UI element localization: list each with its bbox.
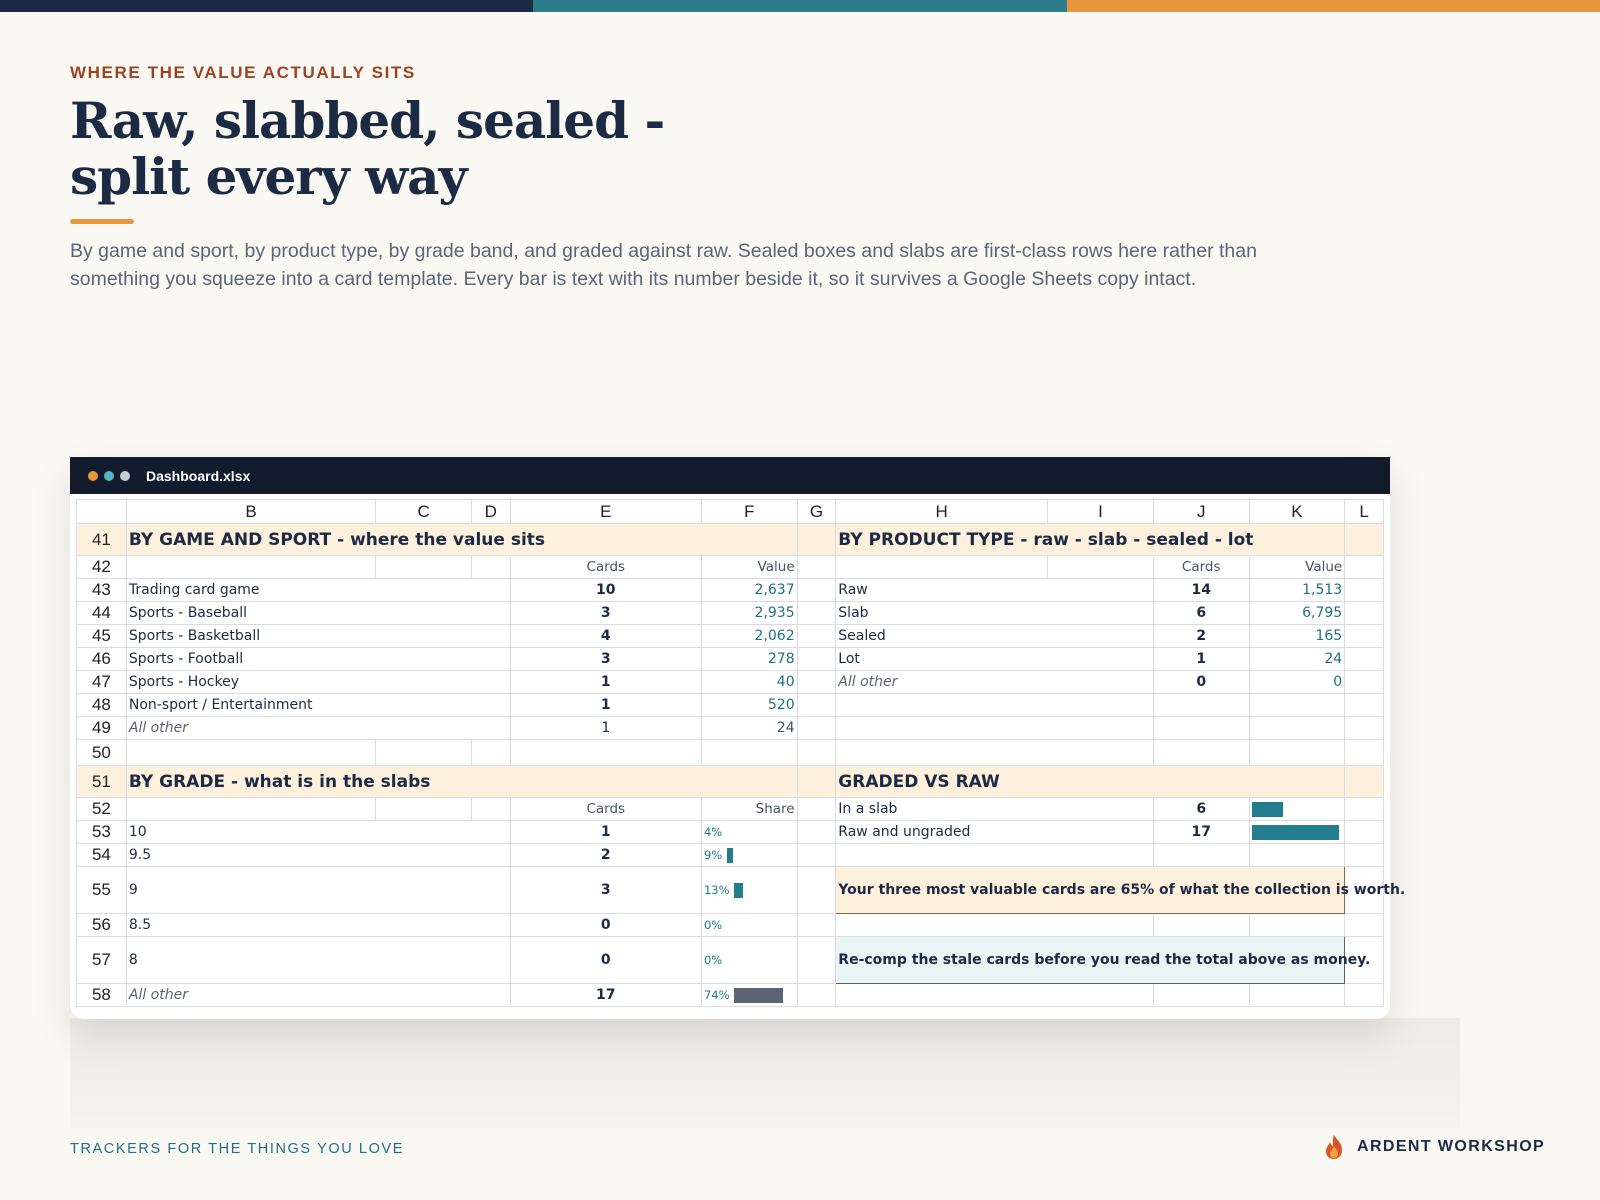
cell[interactable] (1249, 844, 1345, 867)
game-cards[interactable]: 10 (510, 579, 701, 602)
table-row (77, 694, 1384, 717)
product-value[interactable]: 1,513 (1249, 579, 1345, 602)
window-shadow-area (70, 1018, 1460, 1128)
cell[interactable] (471, 798, 510, 821)
window-title: Dashboard.xlsx (146, 467, 251, 484)
row-number[interactable]: 58 (77, 984, 127, 1007)
cell[interactable] (471, 556, 510, 579)
grade-cards[interactable]: 17 (510, 984, 701, 1007)
section-title-graded-vs-raw[interactable]: GRADED VS RAW (836, 766, 1345, 798)
product-value[interactable]: 0 (1249, 671, 1345, 694)
cell[interactable] (797, 556, 836, 579)
grade-share-text: 4% (703, 825, 723, 839)
cell[interactable] (1249, 717, 1345, 740)
cell[interactable] (797, 984, 836, 1007)
product-cards[interactable]: 14 (1153, 579, 1249, 602)
cell[interactable] (836, 556, 1048, 579)
product-cards[interactable]: 6 (1153, 602, 1249, 625)
gvr-bar (1252, 802, 1283, 817)
table-row (77, 984, 1384, 1007)
cell[interactable] (1345, 844, 1384, 867)
table-row (77, 579, 1384, 602)
cell[interactable] (1249, 694, 1345, 717)
grade-cards[interactable]: 0 (510, 914, 701, 937)
product-value[interactable]: 6,795 (1249, 602, 1345, 625)
cell[interactable] (1345, 798, 1384, 821)
cell[interactable] (797, 694, 836, 717)
col-header-b[interactable]: B (126, 500, 375, 524)
col-header-j[interactable]: J (1153, 500, 1249, 524)
spreadsheet-grid[interactable] (76, 499, 1406, 1007)
row-number[interactable]: 53 (77, 821, 127, 844)
section-title-game[interactable]: BY GAME AND SPORT - where the value sits (126, 524, 797, 556)
cell[interactable] (797, 914, 836, 937)
row-number[interactable]: 41 (77, 524, 127, 556)
callout-top-three[interactable]: Your three most valuable cards are 65% of what the collection is worth. (836, 867, 1345, 914)
game-value[interactable]: 40 (701, 671, 797, 694)
grade-share-cell[interactable] (701, 844, 797, 867)
callout-recomp[interactable]: Re-comp the stale cards before you read the total above as money. (836, 937, 1345, 984)
section-title-product[interactable]: BY PRODUCT TYPE - raw - slab - sealed - lot (836, 524, 1345, 556)
gvr-bar-cell[interactable] (1249, 821, 1345, 844)
cell[interactable] (126, 556, 375, 579)
game-label[interactable]: Sports - Baseball (126, 602, 510, 625)
cell[interactable] (376, 798, 472, 821)
cell[interactable] (797, 671, 836, 694)
cell[interactable] (797, 648, 836, 671)
cell[interactable] (1345, 524, 1384, 556)
title-line-1: Raw, slabbed, sealed - (70, 91, 665, 150)
grade-share-cell[interactable] (701, 867, 797, 914)
row-number[interactable]: 43 (77, 579, 127, 602)
table-row (77, 556, 1384, 579)
cell[interactable] (836, 694, 1154, 717)
cell[interactable] (1345, 694, 1384, 717)
table-row (77, 821, 1384, 844)
game-value-header[interactable]: Value (701, 556, 797, 579)
flame-logo-icon (1323, 1134, 1345, 1160)
game-cards[interactable]: 1 (510, 671, 701, 694)
cell[interactable] (1153, 740, 1249, 766)
grade-share-text: 74% (703, 988, 730, 1002)
grade-label[interactable]: 8.5 (126, 914, 510, 937)
game-label[interactable]: Non-sport / Entertainment (126, 694, 510, 717)
cell[interactable] (376, 556, 472, 579)
grade-label[interactable]: 10 (126, 821, 510, 844)
cell[interactable] (836, 984, 1154, 1007)
cell[interactable] (797, 740, 836, 766)
row-number[interactable]: 54 (77, 844, 127, 867)
game-value[interactable]: 520 (701, 694, 797, 717)
row-number[interactable]: 51 (77, 766, 127, 798)
gvr-bar-cell[interactable] (1249, 798, 1345, 821)
cell[interactable] (1345, 766, 1384, 798)
row-number[interactable]: 49 (77, 717, 127, 740)
product-label[interactable]: Sealed (836, 625, 1154, 648)
brand-lockup[interactable] (1323, 1134, 1545, 1160)
cell[interactable] (797, 717, 836, 740)
game-value[interactable]: 2,637 (701, 579, 797, 602)
cell[interactable] (797, 867, 836, 914)
cell[interactable] (1345, 984, 1384, 1007)
page-title (70, 93, 770, 205)
cell[interactable] (797, 798, 836, 821)
title-underline (70, 219, 134, 224)
grade-share-bar (734, 988, 783, 1003)
cell[interactable] (1345, 556, 1384, 579)
table-row (77, 671, 1384, 694)
eyebrow: WHERE THE VALUE ACTUALLY SITS (70, 63, 416, 82)
game-value[interactable]: 2,935 (701, 602, 797, 625)
table-row (77, 914, 1384, 937)
col-header-l[interactable]: L (1345, 500, 1384, 524)
cell[interactable] (836, 717, 1154, 740)
col-header-c[interactable]: C (376, 500, 472, 524)
cell[interactable] (1153, 844, 1249, 867)
row-number[interactable]: 57 (77, 937, 127, 984)
grade-cards[interactable]: 3 (510, 867, 701, 914)
game-label[interactable]: All other (126, 717, 510, 740)
cell[interactable] (836, 844, 1154, 867)
window-dot-orange-icon[interactable] (88, 471, 98, 481)
cell[interactable] (1345, 671, 1384, 694)
table-row (77, 602, 1384, 625)
cell[interactable] (836, 740, 1154, 766)
table-row (77, 524, 1384, 556)
cell[interactable] (797, 937, 836, 984)
grade-cards[interactable]: 0 (510, 937, 701, 984)
col-header-h[interactable]: H (836, 500, 1048, 524)
cell[interactable] (1153, 694, 1249, 717)
window-titlebar (70, 457, 1390, 494)
cell[interactable] (1345, 648, 1384, 671)
row-number[interactable]: 46 (77, 648, 127, 671)
cell[interactable] (1345, 625, 1384, 648)
row-number[interactable]: 42 (77, 556, 127, 579)
cell[interactable] (126, 740, 375, 766)
footer-tagline: TRACKERS FOR THE THINGS YOU LOVE (70, 1141, 405, 1157)
row-number[interactable]: 44 (77, 602, 127, 625)
game-cards[interactable]: 1 (510, 717, 701, 740)
row-number[interactable]: 56 (77, 914, 127, 937)
cell[interactable] (510, 740, 701, 766)
product-label[interactable]: Slab (836, 602, 1154, 625)
grade-share-header[interactable]: Share (701, 798, 797, 821)
col-header-g[interactable]: G (797, 500, 836, 524)
product-value[interactable]: 24 (1249, 648, 1345, 671)
game-cards-header[interactable]: Cards (510, 556, 701, 579)
cell[interactable] (797, 766, 836, 798)
grade-share-cell[interactable] (701, 984, 797, 1007)
spreadsheet-window (70, 457, 1406, 1019)
cell[interactable] (1345, 914, 1384, 937)
grade-share-text: 13% (703, 883, 730, 897)
grade-share-bar (734, 883, 743, 898)
cell[interactable] (1345, 717, 1384, 740)
grade-label[interactable]: 9.5 (126, 844, 510, 867)
grade-label[interactable]: 9 (126, 867, 510, 914)
cell[interactable] (797, 625, 836, 648)
grade-cards[interactable]: 2 (510, 844, 701, 867)
row-number[interactable]: 48 (77, 694, 127, 717)
cell[interactable] (797, 821, 836, 844)
cell[interactable] (701, 740, 797, 766)
grade-share-bar (727, 848, 733, 863)
window-dot-teal-icon[interactable] (104, 471, 114, 481)
game-label[interactable]: Sports - Basketball (126, 625, 510, 648)
cell[interactable] (1249, 914, 1345, 937)
game-label[interactable]: Sports - Football (126, 648, 510, 671)
row-number[interactable]: 50 (77, 740, 127, 766)
cell[interactable] (1153, 914, 1249, 937)
grade-share-cell[interactable] (701, 914, 797, 937)
cell[interactable] (1345, 740, 1384, 766)
product-label[interactable]: All other (836, 671, 1154, 694)
table-row (77, 648, 1384, 671)
game-label[interactable]: Sports - Hockey (126, 671, 510, 694)
col-header-i[interactable]: I (1048, 500, 1154, 524)
col-header-d[interactable]: D (471, 500, 510, 524)
product-value[interactable]: 165 (1249, 625, 1345, 648)
product-label[interactable]: Raw (836, 579, 1154, 602)
product-cards[interactable]: 2 (1153, 625, 1249, 648)
row-number[interactable]: 47 (77, 671, 127, 694)
gvr-cards[interactable]: 17 (1153, 821, 1249, 844)
gvr-label[interactable]: In a slab (836, 798, 1154, 821)
cell[interactable] (836, 914, 1154, 937)
game-value[interactable]: 2,062 (701, 625, 797, 648)
table-row (77, 798, 1384, 821)
table-row (77, 740, 1384, 766)
game-cards[interactable]: 3 (510, 602, 701, 625)
cell[interactable] (471, 740, 510, 766)
grade-share-text: 0% (703, 918, 723, 932)
cell[interactable] (1153, 717, 1249, 740)
row-number[interactable]: 55 (77, 867, 127, 914)
table-row (77, 717, 1384, 740)
cell[interactable] (126, 798, 375, 821)
cell[interactable] (1153, 984, 1249, 1007)
product-value-header[interactable]: Value (1249, 556, 1345, 579)
table-row (77, 867, 1384, 914)
gvr-bar (1252, 825, 1339, 840)
cell[interactable] (1345, 821, 1384, 844)
grade-share-cell[interactable] (701, 937, 797, 984)
window-dot-grey-icon[interactable] (120, 471, 130, 481)
column-header-row (77, 500, 1384, 524)
product-label[interactable]: Lot (836, 648, 1154, 671)
cell[interactable] (797, 524, 836, 556)
top-accent-bar (0, 0, 1600, 12)
table-row (77, 844, 1384, 867)
product-cards-header[interactable]: Cards (1153, 556, 1249, 579)
product-cards[interactable]: 0 (1153, 671, 1249, 694)
cell[interactable] (1048, 556, 1154, 579)
col-header-e[interactable]: E (510, 500, 701, 524)
brand-name: ARDENT WORKSHOP (1357, 1138, 1546, 1155)
game-value[interactable]: 278 (701, 648, 797, 671)
grade-share-text: 0% (703, 953, 723, 967)
row-number[interactable]: 52 (77, 798, 127, 821)
grade-cards-header[interactable]: Cards (510, 798, 701, 821)
grade-label[interactable]: 8 (126, 937, 510, 984)
grade-label[interactable]: All other (126, 984, 510, 1007)
game-label[interactable]: Trading card game (126, 579, 510, 602)
cell[interactable] (1249, 740, 1345, 766)
section-title-grade[interactable]: BY GRADE - what is in the slabs (126, 766, 797, 798)
cell[interactable] (376, 740, 472, 766)
grade-cards[interactable]: 1 (510, 821, 701, 844)
corner-cell[interactable] (77, 500, 127, 524)
grade-share-cell[interactable] (701, 821, 797, 844)
col-header-k[interactable]: K (1249, 500, 1345, 524)
title-line-2: split every way (70, 147, 467, 206)
table-row (77, 766, 1384, 798)
cell[interactable] (1345, 602, 1384, 625)
table-row (77, 625, 1384, 648)
game-cards[interactable]: 3 (510, 648, 701, 671)
grade-share-text: 9% (703, 848, 723, 862)
cell[interactable] (797, 844, 836, 867)
cell[interactable] (1249, 984, 1345, 1007)
cell[interactable] (797, 579, 836, 602)
row-number[interactable]: 45 (77, 625, 127, 648)
game-cards[interactable]: 1 (510, 694, 701, 717)
lede-paragraph: By game and sport, by product type, by grade band, and graded against raw. Sealed boxes and slabs are first-class rows here rather than something you squeeze into a card template. Every bar is text with its number beside it, so it survives a Google Sheets copy intact. (70, 240, 1257, 290)
product-cards[interactable]: 1 (1153, 648, 1249, 671)
cell[interactable] (1345, 579, 1384, 602)
col-header-f[interactable]: F (701, 500, 797, 524)
gvr-cards[interactable]: 6 (1153, 798, 1249, 821)
gvr-label[interactable]: Raw and ungraded (836, 821, 1154, 844)
game-value[interactable]: 24 (701, 717, 797, 740)
table-row (77, 937, 1384, 984)
game-cards[interactable]: 4 (510, 625, 701, 648)
cell[interactable] (797, 602, 836, 625)
